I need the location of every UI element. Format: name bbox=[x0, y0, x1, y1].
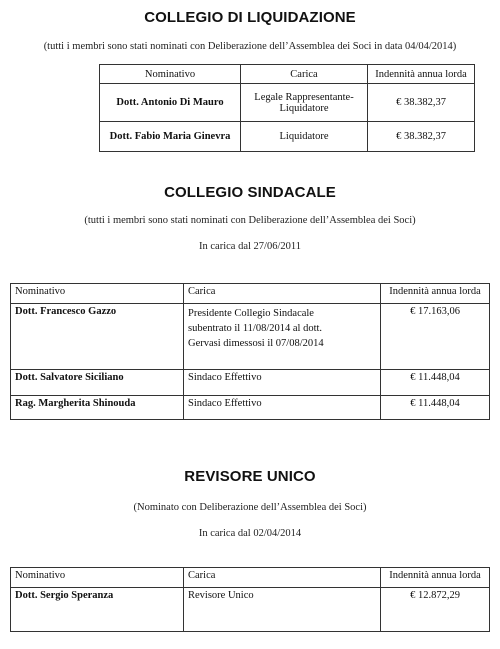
cell-carica bbox=[184, 304, 381, 370]
in-carica-collegio-sindacale: In carica dal 27/06/2011 bbox=[199, 241, 301, 252]
cell-nominativo: Dott. Sergio Speranza bbox=[11, 588, 184, 632]
header-nominativo: Nominativo bbox=[11, 568, 184, 588]
table-row bbox=[100, 84, 475, 122]
table-row bbox=[11, 396, 490, 420]
table-collegio-liquidazione bbox=[99, 64, 475, 152]
table-row bbox=[11, 370, 490, 396]
cell-carica-text: Presidente Collegio Sindacale subentrato il 11/08/2014 al dott. Gervasi dimessosi il 07/08/2014 bbox=[188, 308, 324, 349]
cell-nominativo: Dott. Fabio Maria Ginevra bbox=[100, 122, 241, 152]
cell-carica: Legale Rappresentante-Liquidatore bbox=[241, 84, 368, 122]
cell-indennita: € 12.872,29 bbox=[381, 588, 490, 632]
title-collegio-sindacale: COLLEGIO SINDACALE bbox=[164, 184, 336, 201]
header-carica: Carica bbox=[184, 568, 381, 588]
cell-carica: Revisore Unico bbox=[184, 588, 381, 632]
cell-nominativo: Dott. Salvatore Siciliano bbox=[11, 370, 184, 396]
table-header-row bbox=[100, 65, 475, 84]
header-indennita: Indennità annua lorda bbox=[381, 284, 490, 304]
cell-indennita: € 11.448,04 bbox=[381, 370, 490, 396]
table-row bbox=[100, 122, 475, 152]
note-collegio-liquidazione: (tutti i membri sono stati nominati con Deliberazione dell’Assemblea dei Soci in data 04/04/2014) bbox=[43, 41, 457, 52]
table-revisore-unico bbox=[10, 567, 490, 632]
header-nominativo: Nominativo bbox=[11, 284, 184, 304]
cell-indennita: € 17.163,06 bbox=[381, 304, 490, 370]
header-carica: Carica bbox=[241, 65, 368, 84]
cell-carica: Liquidatore bbox=[241, 122, 368, 152]
table-row bbox=[11, 588, 490, 632]
cell-nominativo: Rag. Margherita Shinouda bbox=[11, 396, 184, 420]
cell-carica: Sindaco Effettivo bbox=[184, 370, 381, 396]
in-carica-revisore-unico: In carica dal 02/04/2014 bbox=[198, 528, 302, 539]
header-indennita: Indennità annua lorda bbox=[381, 568, 490, 588]
cell-nominativo: Dott. Antonio Di Mauro bbox=[100, 84, 241, 122]
table-header-row bbox=[11, 284, 490, 304]
cell-indennita: € 38.382,37 bbox=[368, 122, 475, 152]
cell-indennita: € 11.448,04 bbox=[381, 396, 490, 420]
title-revisore-unico: REVISORE UNICO bbox=[184, 468, 316, 485]
header-nominativo: Nominativo bbox=[100, 65, 241, 84]
header-indennita: Indennità annua lorda bbox=[368, 65, 475, 84]
table-header-row bbox=[11, 568, 490, 588]
cell-carica: Sindaco Effettivo bbox=[184, 396, 381, 420]
table-row bbox=[11, 304, 490, 370]
title-collegio-liquidazione: COLLEGIO DI LIQUIDAZIONE bbox=[144, 9, 356, 26]
table-collegio-sindacale bbox=[10, 283, 490, 420]
note-revisore-unico: (Nominato con Deliberazione dell’Assemblea dei Soci) bbox=[133, 502, 367, 513]
header-carica: Carica bbox=[184, 284, 381, 304]
note-collegio-sindacale: (tutti i membri sono stati nominati con Deliberazione dell’Assemblea dei Soci) bbox=[84, 215, 416, 226]
cell-nominativo: Dott. Francesco Gazzo bbox=[11, 304, 184, 370]
cell-indennita: € 38.382,37 bbox=[368, 84, 475, 122]
